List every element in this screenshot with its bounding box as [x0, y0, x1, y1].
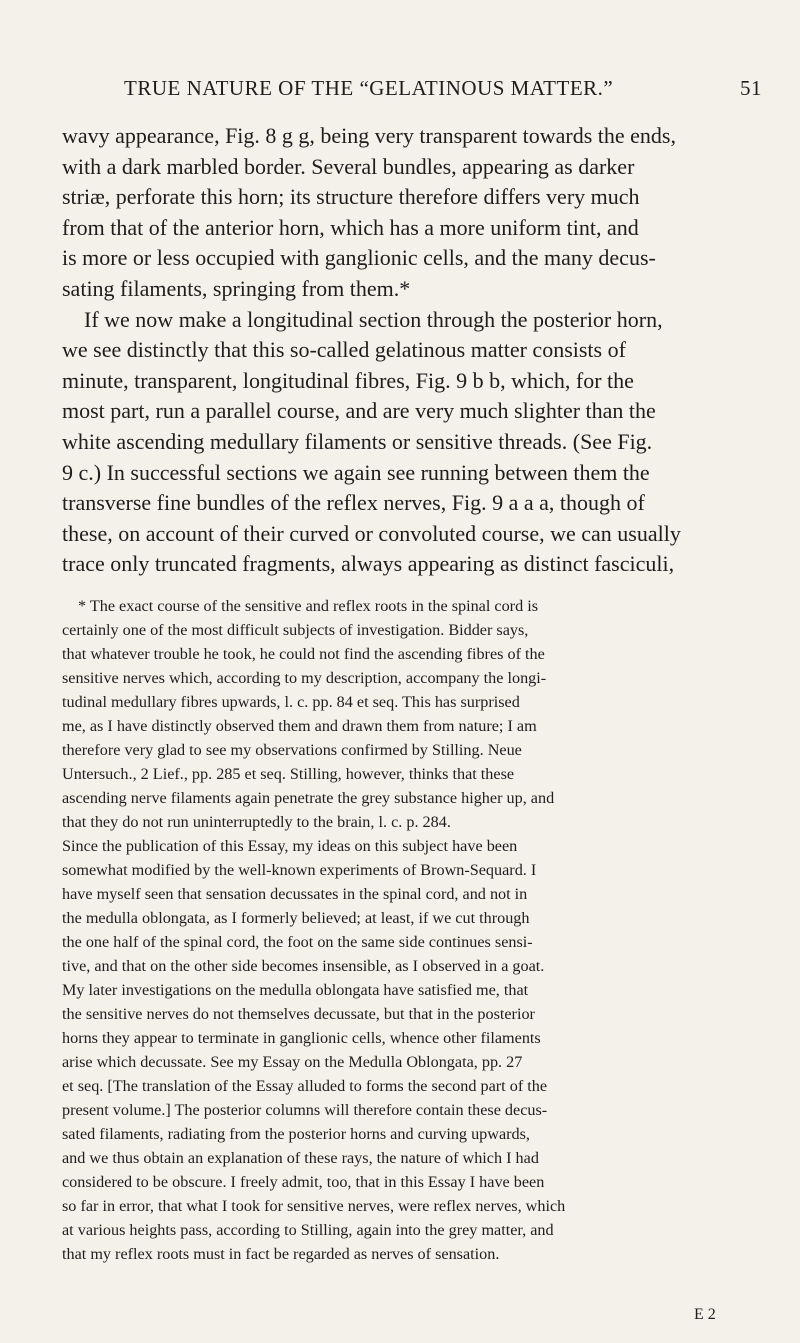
- footnote-line: at various heights pass, according to Stilling, again into the grey matter, and: [62, 1220, 554, 1239]
- footnote-line: sensitive nerves which, according to my description, accompany the longi-: [62, 668, 547, 687]
- footnote-line: the medulla oblongata, as I formerly believed; at least, if we cut through: [62, 908, 530, 927]
- text-line: trace only truncated fragments, always appearing as distinct fasciculi,: [62, 551, 675, 577]
- footnote-line: somewhat modified by the well-known experiments of Brown-Sequard. I: [62, 860, 537, 879]
- footnote-line: that my reflex roots must in fact be regarded as nerves of sensation.: [62, 1244, 500, 1263]
- text-line: white ascending medullary filaments or sensitive threads. (See Fig.: [62, 428, 653, 454]
- text-line: sating filaments, springing from them.*: [62, 275, 411, 301]
- footnote-line: that they do not run uninterruptedly to the brain, l. c. p. 284.: [62, 812, 451, 831]
- footnote-line: have myself seen that sensation decussates in the spinal cord, and not in: [62, 884, 528, 903]
- text-line: these, on account of their curved or convoluted course, we can usually: [62, 520, 681, 546]
- footnote-line: the one half of the spinal cord, the foot on the same side continues sensi-: [62, 932, 533, 951]
- footnote-line: sated filaments, radiating from the posterior horns and curving upwards,: [62, 1124, 530, 1143]
- text-line: with a dark marbled border. Several bundles, appearing as darker: [62, 153, 635, 179]
- text-line: minute, transparent, longitudinal fibres, Fig. 9 b b, which, for the: [62, 367, 634, 393]
- footnote-line: so far in error, that what I took for sensitive nerves, were reflex nerves, which: [62, 1196, 566, 1215]
- book-page: [62, 0, 762, 1266]
- footnote-line: therefore very glad to see my observations confirmed by Stilling. Neue: [62, 740, 522, 759]
- footnote-line: tudinal medullary fibres upwards, l. c. pp. 84 et seq. This has surprised: [62, 692, 520, 711]
- text-line: we see distinctly that this so-called gelatinous matter consists of: [62, 337, 626, 363]
- footnote-line: et seq. [The translation of the Essay alluded to forms the second part of the: [62, 1076, 548, 1095]
- footnote-line: considered to be obscure. I freely admit, too, that in this Essay I have been: [62, 1172, 545, 1191]
- running-title: TRUE NATURE OF THE “GELATINOUS MATTER.”: [124, 76, 614, 100]
- footnote-line: tive, and that on the other side becomes insensible, as I observed in a goat.: [62, 956, 545, 975]
- footnote-line: Untersuch., 2 Lief., pp. 285 et seq. Stilling, however, thinks that these: [62, 764, 515, 783]
- text-line: 9 c.) In successful sections we again see running between them the: [62, 459, 650, 485]
- text-line: If we now make a longitudinal section through the posterior horn,: [84, 306, 663, 332]
- running-head: [62, 76, 762, 106]
- text-line: striæ, perforate this horn; its structure therefore differs very much: [62, 184, 640, 210]
- footnote-line: ascending nerve filaments again penetrate the grey substance higher up, and: [62, 788, 555, 807]
- footnote-line: My later investigations on the medulla oblongata have satisfied me, that: [62, 980, 529, 999]
- footnote: [62, 594, 762, 1266]
- footnote-line: the sensitive nerves do not themselves decussate, but that in the posterior: [62, 1004, 535, 1023]
- footnote-line: horns they appear to terminate in ganglionic cells, whence other filaments: [62, 1028, 541, 1047]
- text-line: wavy appearance, Fig. 8 g g, being very transparent towards the ends,: [62, 123, 676, 148]
- signature-mark: E 2: [694, 1306, 716, 1323]
- text-line: is more or less occupied with ganglionic cells, and the many decus-: [62, 245, 656, 271]
- page-number: 51: [740, 76, 762, 100]
- footnote-line: * The exact course of the sensitive and reflex roots in the spinal cord is: [78, 596, 539, 615]
- footnote-line: me, as I have distinctly observed them and drawn them from nature; I am: [62, 716, 537, 735]
- text-line: most part, run a parallel course, and are very much slighter than the: [62, 398, 656, 424]
- footnote-line: arise which decussate. See my Essay on the Medulla Oblongata, pp. 27: [62, 1052, 523, 1071]
- main-text: [62, 121, 762, 580]
- text-line: transverse fine bundles of the reflex nerves, Fig. 9 a a a, though of: [62, 490, 645, 516]
- text-line: from that of the anterior horn, which has a more uniform tint, and: [62, 214, 639, 240]
- footnote-line: Since the publication of this Essay, my ideas on this subject have been: [62, 836, 518, 855]
- footnote-line: that whatever trouble he took, he could not find the ascending fibres of the: [62, 644, 545, 663]
- footnote-line: certainly one of the most difficult subjects of investigation. Bidder says,: [62, 620, 529, 639]
- footnote-line: present volume.] The posterior columns will therefore contain these decus-: [62, 1100, 548, 1119]
- footnote-line: and we thus obtain an explanation of these rays, the nature of which I had: [62, 1148, 539, 1167]
